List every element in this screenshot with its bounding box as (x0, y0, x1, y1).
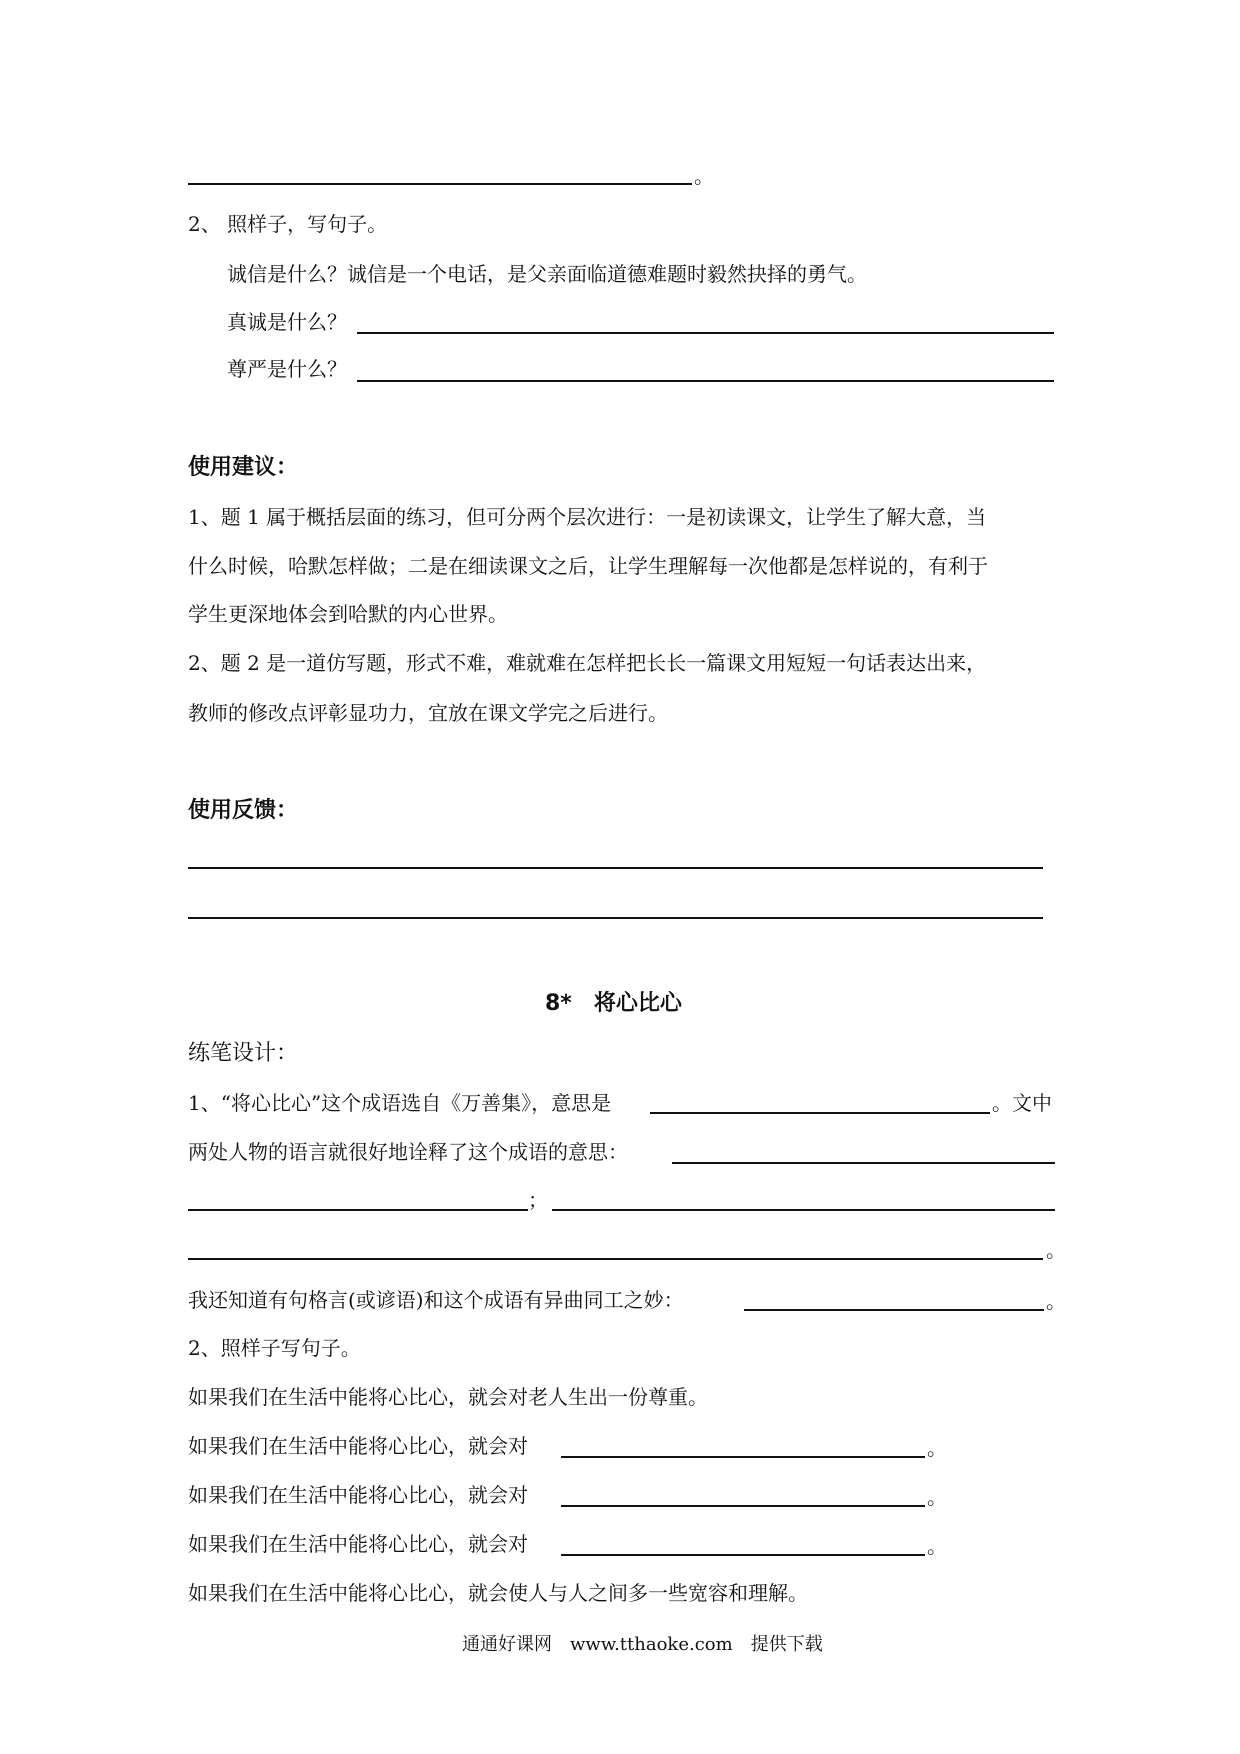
q1-line5: 我还知道有句格言(或谚语)和这个成语有异曲同工之妙： (188, 1288, 684, 1312)
q1-line1-end: 。文中 (992, 1091, 1052, 1115)
section-heading: 练笔设计： (188, 1041, 299, 1066)
q1-line2: 两处人物的语言就很好地诠释了这个成语的意思： (188, 1140, 628, 1164)
prompt-dignity: 尊严是什么？ (227, 357, 347, 381)
answer-line[interactable] (552, 1209, 1055, 1211)
answer-line[interactable] (357, 380, 1054, 382)
answer-line[interactable] (744, 1309, 1044, 1311)
advice-heading: 使用建议： (188, 455, 299, 480)
q1-line1: 1、“将心比心”这个成语选自《万善集》，意思是 (188, 1091, 612, 1115)
question-2-label: 2、 照样子，写句子。 (188, 212, 388, 236)
prompt-line: 如果我们在生活中能将心比心，就会对 (188, 1532, 528, 1556)
advice-line: 教师的修改点评彰显功力，宜放在课文学完之后进行。 (188, 701, 668, 725)
feedback-heading: 使用反馈： (188, 798, 299, 823)
prompt-sincerity: 真诚是什么？ (227, 310, 347, 334)
example-sentence: 如果我们在生活中能将心比心，就会对老人生出一份尊重。 (188, 1385, 708, 1409)
lesson-title: 8* 将心比心 (545, 991, 682, 1016)
answer-line[interactable] (188, 1258, 1043, 1260)
answer-line[interactable] (357, 332, 1054, 334)
answer-line[interactable] (672, 1162, 1055, 1164)
advice-line: 学生更深地体会到哈默的内心世界。 (188, 602, 508, 626)
feedback-line[interactable] (188, 867, 1043, 869)
answer-line[interactable] (561, 1456, 925, 1458)
period-text: 。 (1046, 1238, 1066, 1262)
semicolon: ； (528, 1188, 548, 1212)
answer-line[interactable] (561, 1505, 925, 1507)
answer-line[interactable] (650, 1112, 990, 1114)
period-text: 。 (1046, 1289, 1066, 1313)
prompt-line: 如果我们在生活中能将心比心，就会对 (188, 1434, 528, 1458)
period-text: 。 (927, 1485, 947, 1509)
period-text: 。 (694, 164, 714, 188)
answer-line[interactable] (561, 1554, 925, 1556)
period-text: 。 (927, 1436, 947, 1460)
advice-line: 1、题 1 属于概括层面的练习，但可分两个层次进行：一是初读课文，让学生了解大意，当 (188, 505, 987, 529)
period-text: 。 (927, 1534, 947, 1558)
advice-line: 什么时候，哈默怎样做；二是在细读课文之后，让学生理解每一次他都是怎样说的，有利于 (188, 554, 988, 578)
answer-line[interactable] (188, 1209, 528, 1211)
example-sentence: 诚信是什么？诚信是一个电话，是父亲面临道德难题时毅然抉择的勇气。 (227, 262, 867, 286)
q2-label: 2、照样子写句子。 (188, 1336, 361, 1360)
advice-line: 2、题 2 是一道仿写题，形式不难，难就难在怎样把长长一篇课文用短短一句话表达出来， (188, 651, 987, 675)
page-footer: 通通好课网 www.tthaoke.com 提供下载 (462, 1634, 823, 1655)
answer-line[interactable] (188, 183, 692, 185)
feedback-line[interactable] (188, 917, 1043, 919)
last-sentence: 如果我们在生活中能将心比心，就会使人与人之间多一些宽容和理解。 (188, 1581, 808, 1605)
prompt-line: 如果我们在生活中能将心比心，就会对 (188, 1483, 528, 1507)
